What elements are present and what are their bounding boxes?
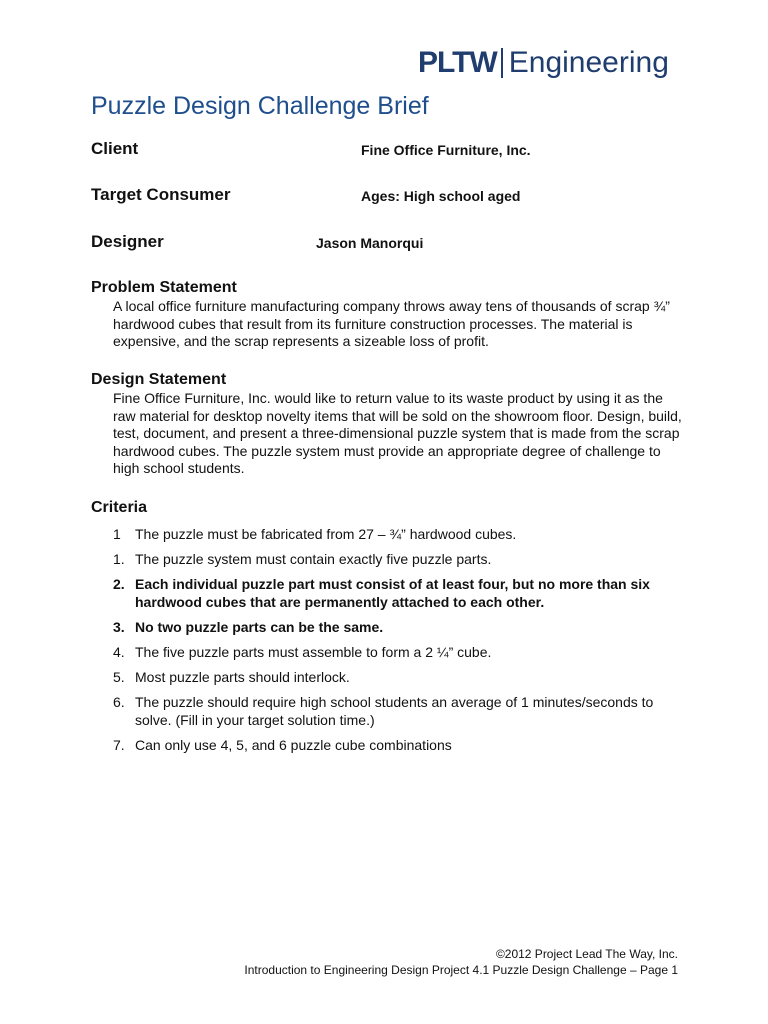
criteria-item-number: 4. <box>113 644 125 660</box>
criteria-item-number: 1. <box>113 551 125 567</box>
page-title: Puzzle Design Challenge Brief <box>91 92 429 120</box>
logo-brand: PLTW <box>418 46 497 79</box>
criteria-item <box>113 525 688 543</box>
footer-copyright: ©2012 Project Lead The Way, Inc. <box>495 947 678 961</box>
criteria-item <box>113 618 688 636</box>
criteria-item-number: 6. <box>113 694 125 710</box>
criteria-item <box>113 575 688 611</box>
problem-statement-text: A local office furniture manufacturing company throws away tens of thousands of scrap ¾” hardwood cubes that result from its furniture construction processes. The material is expensive, and the scrap represents a sizeable loss of profit. <box>113 298 670 349</box>
designer-value: Jason Manorqui <box>316 235 424 251</box>
logo-divider <box>501 48 503 78</box>
criteria-item-text: The five puzzle parts must assemble to form a 2 ¼” cube. <box>135 644 492 660</box>
criteria-item-text: The puzzle should require high school students an average of 1 minutes/seconds to solve. (Fill in your target solution time.) <box>135 694 654 728</box>
designer-label: Designer <box>91 232 164 251</box>
criteria-item <box>113 693 688 729</box>
criteria-item-text: No two puzzle parts can be the same. <box>135 619 384 635</box>
footer-course-page: Introduction to Engineering Design Project 4.1 Puzzle Design Challenge – Page 1 <box>244 963 678 977</box>
criteria-item-text: The puzzle must be fabricated from 27 – ¾” hardwood cubes. <box>135 526 517 542</box>
criteria-item-number: 2. <box>113 576 125 592</box>
criteria-heading: Criteria <box>91 499 148 516</box>
client-value: Fine Office Furniture, Inc. <box>361 142 531 158</box>
target-consumer-label: Target Consumer <box>91 185 231 204</box>
design-statement-text: Fine Office Furniture, Inc. would like to return value to its waste product by using it as the raw material for desktop novelty items that will be sold on the showroom floor. Design, build, test, document, and present a three-dimensional puzzle system that is made from the scrap hardwood cubes. The puzzle system must provide an appropriate degree of challenge to high school students. <box>113 390 682 476</box>
criteria-list <box>113 525 688 761</box>
logo-division: Engineering <box>508 46 669 79</box>
criteria-item-number: 1 <box>113 526 121 542</box>
target-consumer-value: Ages: High school aged <box>361 188 521 204</box>
criteria-item-text: Each individual puzzle part must consist of at least four, but no more than six hardwood cubes that are permanently attached to each other. <box>135 576 650 610</box>
problem-statement-heading: Problem Statement <box>91 279 237 296</box>
criteria-item <box>113 736 688 754</box>
criteria-item-number: 7. <box>113 737 125 753</box>
design-statement-heading: Design Statement <box>91 371 227 388</box>
criteria-item <box>113 550 688 568</box>
criteria-item-text: Most puzzle parts should interlock. <box>135 669 350 685</box>
criteria-item <box>113 643 688 661</box>
criteria-item-number: 5. <box>113 669 125 685</box>
pltw-engineering-logo <box>418 46 669 80</box>
criteria-item <box>113 668 688 686</box>
criteria-item-text: Can only use 4, 5, and 6 puzzle cube combinations <box>135 737 452 753</box>
client-label: Client <box>91 139 139 158</box>
criteria-item-text: The puzzle system must contain exactly five puzzle parts. <box>135 551 492 567</box>
criteria-item-number: 3. <box>113 619 125 635</box>
